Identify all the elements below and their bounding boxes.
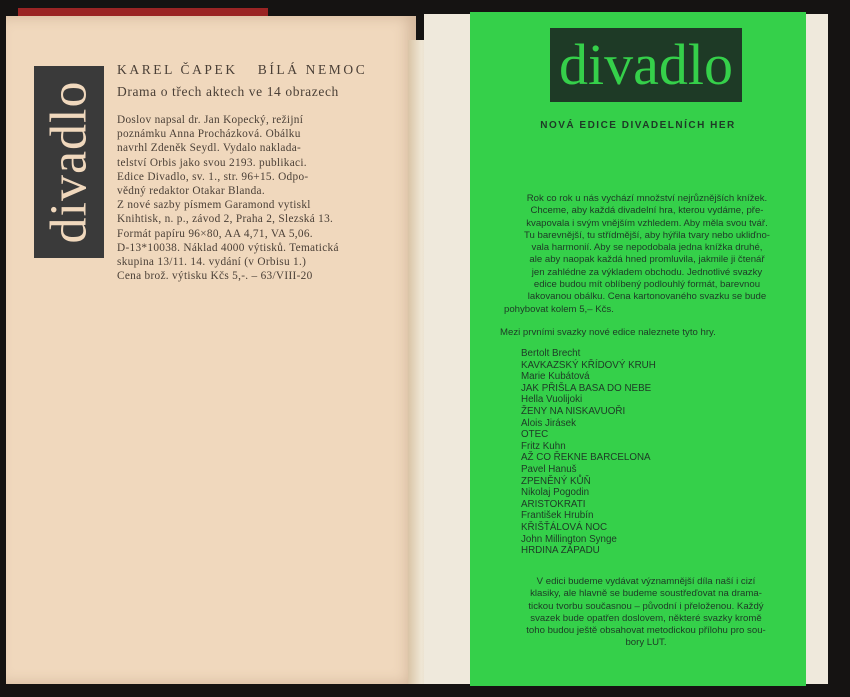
colophon-line: Formát papíru 96×80, AA 4,71, VA 5,06. <box>117 227 313 240</box>
list-item-title: ŽENY NA NISKAVUOŘI <box>521 405 626 417</box>
logo-text: divadlo <box>40 80 98 244</box>
intro-paragraph <box>502 193 792 316</box>
colophon-line: Cena brož. výtisku Kčs 5,-. – 63/VIII-20 <box>117 270 313 283</box>
edition-title: NOVÁ EDICE DIVADELNÍCH HER <box>540 120 736 131</box>
book-title: BÍLÁ NEMOC <box>257 62 368 77</box>
list-item-title: HRDINA ZÁPADU <box>521 545 600 557</box>
list-item-author: Bertolt Brecht <box>521 348 581 359</box>
intro-line: Rok co rok u nás vychází množství nejrůznějších knížek. <box>526 193 768 204</box>
outro-line: bory LUT. <box>625 637 667 649</box>
divadlo-logo <box>550 28 742 102</box>
colophon-line: navrhl Zdeněk Seydl. Vydalo naklada- <box>117 142 302 155</box>
list-item-title: ARISTOKRATI <box>521 498 586 510</box>
outro-line: klasiky, ale hlavně se budeme soustřeďovat na drama- <box>530 588 762 600</box>
colophon-line: Doslov napsal dr. Jan Kopecký, režijní <box>117 114 304 126</box>
list-item-author: Marie Kubátová <box>521 371 590 383</box>
list-item-author: Hella Vuolijoki <box>521 394 583 406</box>
colophon-line: D-13*10038. Náklad 4000 výtisků. Tematická <box>117 241 339 254</box>
book-subtitle: Drama o třech aktech ve 14 obrazech <box>117 84 339 99</box>
book-list <box>521 348 656 557</box>
logo-text: divadlo <box>559 32 733 97</box>
intro-line: Tu barevnější, tu střídmější, aby hýřila tvary nebo ukliďno- <box>523 229 771 241</box>
colophon-line: Edice Divadlo, sv. 1., str. 96+15. Odpo- <box>117 170 309 183</box>
outro-line: svazek bude opatřen doslovem, některé svazky kromě <box>530 612 762 624</box>
list-item-title: KAVKAZSKÝ KŘÍDOVÝ KRUH <box>521 359 656 371</box>
outro-paragraph <box>496 576 796 650</box>
list-item-title: KŘIŠŤÁLOVÁ NOC <box>521 521 608 533</box>
colophon-line: vědný redaktor Otakar Blanda. <box>117 185 265 198</box>
intro-line: vala harmonií. Aby se nepodobala jedna knížka druhé, <box>531 242 763 254</box>
outro-line: V edici budeme vydávat významnější díla naší i cizí <box>536 576 756 587</box>
colophon-line: skupina 13/11. 14. vydání (v Orbisu 1.) <box>117 256 307 269</box>
outro-line: toho budou ještě obsahovat metodickou přílohu pro sou- <box>526 625 766 637</box>
intro-line: lakovanou obálku. Cena kartonovaného svazku se bude <box>527 291 767 303</box>
list-item-author: Pavel Hanuš <box>521 463 577 475</box>
list-item-author: John Millington Synge <box>521 533 617 545</box>
outro-line: tickou tvorbu současnou – původní i přeloženou. Každý <box>528 600 764 612</box>
colophon-line: Knihtisk, n. p., závod 2, Praha 2, Slezská 13. <box>117 213 334 226</box>
intro-line: kvapovala i svým vnějším vzhledem. Aby měla svou tvář. <box>526 217 768 229</box>
list-item-author: Alois Jirásek <box>521 417 576 429</box>
list-item-author: Fritz Kuhn <box>521 440 566 452</box>
list-item-title: JAK PŘIŠLA BASA DO NEBE <box>521 382 652 394</box>
intro-line: Chceme, aby každá divadelní hra, kterou vydáme, pře- <box>530 205 764 217</box>
colophon-line: Z nové sazby písmem Garamond vytiskl <box>117 199 311 212</box>
list-item-author: Nikolaj Pogodin <box>521 487 590 499</box>
list-item-title: ZPENĚNÝ KŮŇ <box>521 475 591 487</box>
list-item-author: František Hrubín <box>521 510 594 522</box>
intro-line: jen zahlédne za výkladem obchodu. Jednotlivé svazky <box>531 266 763 278</box>
intro-line: pohybovat kolem 5,– Kčs. <box>504 303 614 315</box>
colophon <box>117 113 379 283</box>
list-intro: Mezi prvními svazky nové edice naleznete tyto hry. <box>500 327 716 338</box>
colophon-line: poznámku Anna Procházková. Obálku <box>117 128 301 141</box>
colophon-line: telství Orbis jako svou 2193. publikaci. <box>117 156 307 169</box>
list-item-title: OTEC <box>521 429 549 441</box>
intro-line: ale aby naopak každá hned promluvila, jakmile ji čtenář <box>529 254 765 266</box>
author-name: KAREL ČAPEK <box>117 62 238 77</box>
intro-line: edice budou mít oblíbený podlouhlý formát, barevnou <box>533 279 761 291</box>
book-header <box>117 62 367 78</box>
list-item-title: AŽ CO ŘEKNE BARCELONA <box>521 452 651 464</box>
divadlo-logo-vertical <box>34 66 104 258</box>
